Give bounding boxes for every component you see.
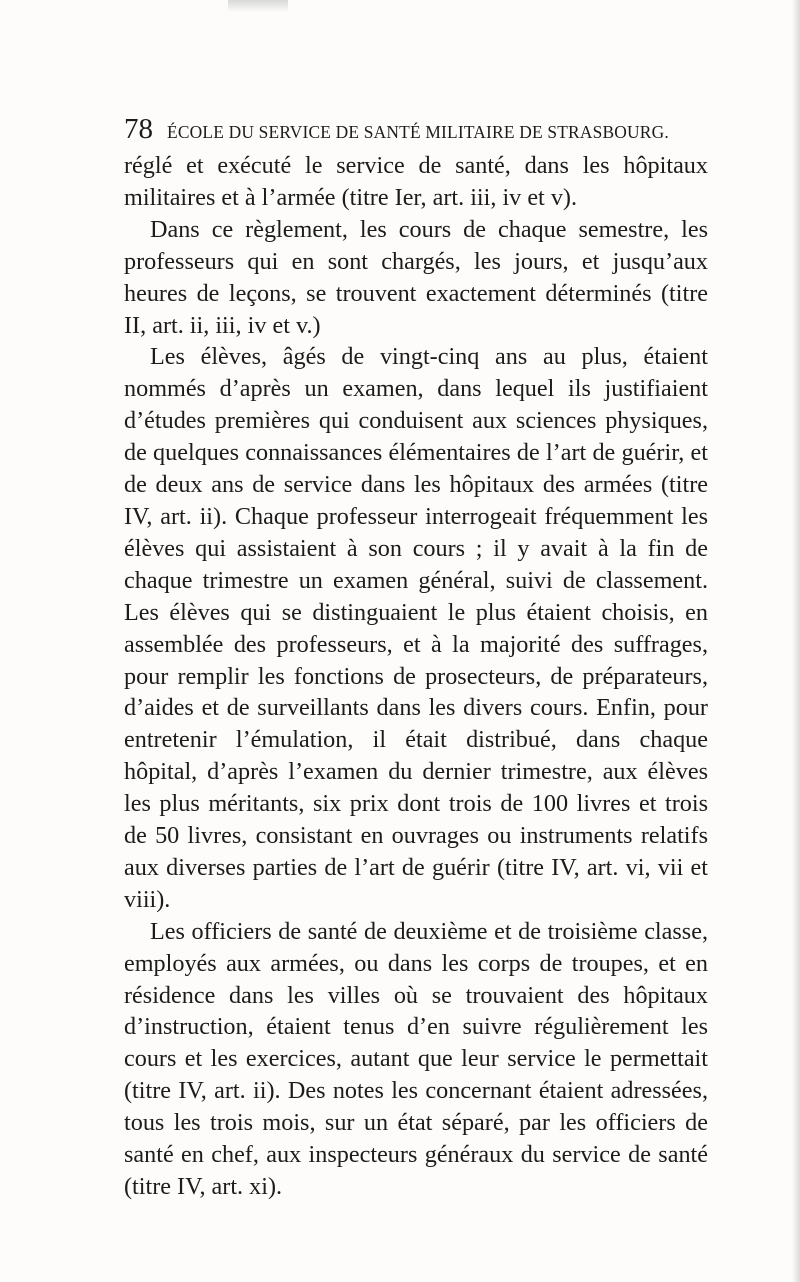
scan-shadow bbox=[228, 0, 288, 12]
running-title: ÉCOLE DU SERVICE DE SANTÉ MILITAIRE DE STRASBOURG. bbox=[167, 122, 669, 142]
paragraph: Les élèves, âgés de vingt-cinq ans au plus, étaient nommés d’après un examen, dans lequel ils justifiaient d’études premières qui conduisent aux sciences physiques, de quelques connaissances élémentaires de l’art de guérir, et de deux ans de service dans les hôpitaux des armées (titre IV, art. ii). Chaque professeur interrogeait fréquemment les élèves qui assistaient à son cours ; il y avait à la fin de chaque trimestre un examen général, suivi de classement. Les élèves qui se distinguaient le plus étaient choisis, en assemblée des professeurs, et à la majorité des suffrages, pour remplir les fonctions de prosecteurs, de préparateurs, d’aides et de surveillants dans les divers cours. Enfin, pour entretenir l’émulation, il était distribué, dans chaque hôpital, d’après l’examen du dernier trimestre, aux élèves les plus méritants, six prix dont trois de 100 livres et trois de 50 livres, consistant en ouvrages ou instruments relatifs aux diverses parties de l’art de guérir (titre IV, art. vi, vii et viii). bbox=[124, 343, 708, 913]
paragraph: Dans ce règlement, les cours de chaque semestre, les professeurs qui en sont chargés, les jours, et jusqu’aux heures de leçons, se trouvent exactement déterminés (titre II, art. ii, iii, iv et v.) bbox=[124, 215, 708, 339]
page-number: 78 bbox=[124, 113, 153, 145]
paragraph: réglé et exécuté le service de santé, dans les hôpitaux militaires et à l’armée (titre Ier, art. iii, iv et v). bbox=[124, 152, 708, 211]
paragraph: Les officiers de santé de deuxième et de troisième classe, employés aux armées, ou dans les corps de troupes, et en résidence dans les villes où se trouvaient des hôpitaux d’instruction, étaient tenus d’en suivre régulièrement les cours et les exercices, autant que leur service le permettait (titre IV, art. ii). Des notes les concernant étaient adressées, tous les trois mois, sur un état séparé, par les officiers de santé en chef, aux inspecteurs généraux du service de santé (titre IV, art. xi). bbox=[124, 917, 708, 1200]
page-header bbox=[124, 113, 708, 146]
page-edge bbox=[792, 0, 800, 1282]
body-text bbox=[124, 150, 708, 1203]
